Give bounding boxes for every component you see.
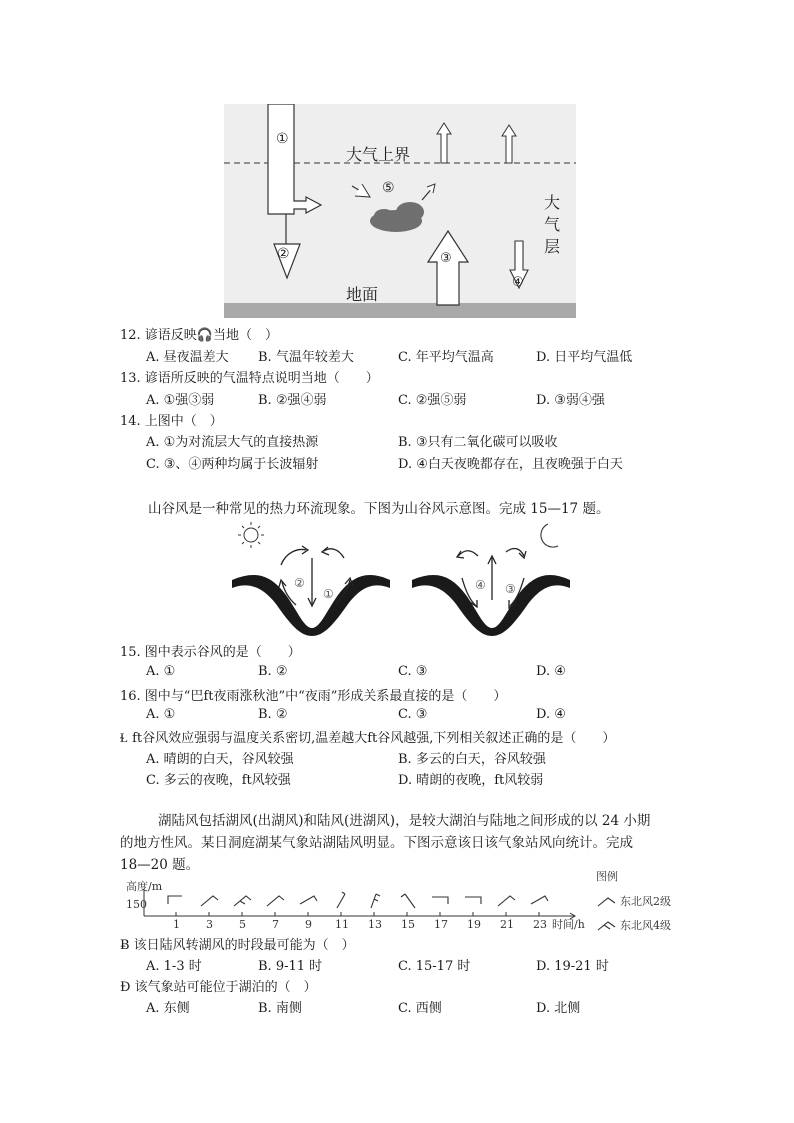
legend-barb-2 <box>598 898 615 906</box>
x-tick-label: 17 <box>434 918 448 931</box>
q14-option-b: B. ③只有二氧化碳可以吸收 <box>398 435 558 450</box>
valley-marker-1: ① <box>323 587 334 601</box>
wind-barb <box>337 892 345 908</box>
question-15-stem: 15. 图中表示谷风的是（ ） <box>120 645 301 660</box>
x-tick-label: 21 <box>500 918 514 931</box>
question-17-stem: Ɫ ft谷风效应强弱与温度关系密切,温差越大ft谷风越强,下列相关叙述正确的是（ ） <box>120 731 616 746</box>
wind-barb <box>201 896 218 906</box>
x-axis-ticks <box>173 912 547 931</box>
lake-wind-intro-line-1: 湖陆风包括湖风(出湖风)和陆风(进湖风)，是较大湖泊与陆地之间形成的以 24 小期 <box>158 813 651 829</box>
x-tick-label: 5 <box>239 918 246 931</box>
q16-option-b: B. ② <box>258 707 288 722</box>
wind-barb <box>267 896 284 906</box>
q15-option-d: D. ④ <box>536 664 566 679</box>
marker-5: ⑤ <box>382 180 395 196</box>
x-tick-label: 7 <box>272 918 279 931</box>
q18-option-d: D. 19-21 时 <box>536 959 609 974</box>
wind-barb <box>531 896 548 904</box>
wind-barb <box>465 897 481 904</box>
x-tick-label: 15 <box>401 918 415 931</box>
wind-barb <box>371 894 380 908</box>
q13-option-b: B. ②强④弱 <box>258 393 327 408</box>
valley-marker-4: ④ <box>475 578 486 592</box>
q17-option-a: A. 晴朗的白天，谷风较强 <box>146 752 294 767</box>
valley-marker-3: ③ <box>505 582 516 596</box>
question-19-stem: Ð 该气象站可能位于湖泊的（ ） <box>120 980 317 995</box>
q15-option-b: B. ② <box>258 664 288 679</box>
q17-option-d: D. 晴朗的夜晚，ft风较弱 <box>398 773 544 788</box>
q14-option-a: A. ①为对流层大气的直接热源 <box>146 435 319 450</box>
marker-3: ③ <box>440 251 452 266</box>
wind-barb <box>300 896 317 904</box>
y-axis-value: 150 <box>126 898 147 911</box>
q17-option-c: C. 多云的夜晚，ft风较强 <box>146 773 291 788</box>
x-tick-label: 23 <box>533 918 547 931</box>
marker-1: ① <box>276 131 289 147</box>
q12-option-d: D. 日平均气温低 <box>536 350 633 365</box>
x-tick-label: 9 <box>305 918 312 931</box>
marker-2: ② <box>277 246 290 262</box>
question-12-stem: 12. 谚语反映🎧当地（ ） <box>120 328 278 343</box>
ground-band <box>224 303 576 318</box>
legend-barb-4 <box>598 922 615 930</box>
lake-wind-intro-line-3: 18—20 题。 <box>120 857 200 873</box>
q14-option-c: C. ③、④两种均属于长波辐射 <box>146 457 319 472</box>
q18-option-b: B. 9-11 时 <box>258 959 323 974</box>
right-valley-terrain <box>412 575 570 636</box>
question-16-stem: 16. 图中与“巴ft夜雨涨秋池”中“夜雨”形成关系最直接的是（ ） <box>120 689 507 704</box>
q12-option-a: A. 昼夜温差大 <box>146 350 229 365</box>
valley-marker-2: ② <box>294 576 305 590</box>
wind-barbs <box>168 892 548 908</box>
x-tick-label: 11 <box>335 918 349 931</box>
q12-option-b: B. 气温年较差大 <box>258 350 354 365</box>
left-valley-terrain <box>232 575 390 636</box>
q19-option-c: C. 西侧 <box>398 1001 442 1016</box>
x-tick-label: 1 <box>173 918 180 931</box>
q15-option-a: A. ① <box>146 664 176 679</box>
q18-option-c: C. 15-17 时 <box>398 959 471 974</box>
x-tick-label: 13 <box>368 918 382 931</box>
legend-label-4: 东北风4级 <box>620 919 671 932</box>
q17-option-b: B. 多云的白天，谷风较强 <box>398 752 546 767</box>
legend-title: 图例 <box>596 870 618 883</box>
sun-icon <box>238 522 264 548</box>
x-tick-label: 19 <box>467 918 481 931</box>
wind-barb <box>168 896 182 904</box>
q13-option-a: A. ①强③弱 <box>146 393 215 408</box>
atmosphere-label-2: 气 <box>544 215 561 234</box>
q16-option-a: A. ① <box>146 707 176 722</box>
q13-option-d: D. ③弱④强 <box>536 393 605 408</box>
q19-option-d: D. 北侧 <box>536 1001 581 1016</box>
wind-direction-chart <box>120 868 680 938</box>
radiation-diagram <box>224 104 576 318</box>
upper-boundary-label: 大气上界 <box>346 145 411 164</box>
atmosphere-label-3: 层 <box>544 237 561 256</box>
q16-option-c: C. ③ <box>398 707 428 722</box>
wind-barb <box>432 897 448 904</box>
x-axis-label: 时间/h <box>552 918 585 931</box>
question-14-stem: 14. 上图中（ ） <box>120 414 223 429</box>
wind-barb <box>498 896 515 906</box>
q18-option-a: A. 1-3 时 <box>146 959 202 974</box>
ground-label: 地面 <box>346 285 379 304</box>
q13-option-c: C. ②强⑤弱 <box>398 393 467 408</box>
valley-wind-diagram <box>226 520 586 640</box>
legend-label-2: 东北风2级 <box>620 895 671 908</box>
day-circulation-arrows <box>279 546 353 606</box>
question-13-stem: 13. 谚语所反映的气温特点说明当地（ ） <box>120 371 379 386</box>
q15-option-c: C. ③ <box>398 664 428 679</box>
valley-wind-intro: 山谷风是一种常见的热力环流现象。下图为山谷风示意图。完成 15—17 题。 <box>148 501 610 517</box>
y-axis-label: 高度/m <box>126 880 163 893</box>
moon-icon <box>541 524 558 547</box>
question-18-stem: Ƀ 该日陆风转湖风的时段最可能为（ ） <box>120 938 355 953</box>
q14-option-d: D. ④白天夜晚都存在，且夜晚强于白天 <box>398 457 623 472</box>
q16-option-d: D. ④ <box>536 707 566 722</box>
marker-4: ④ <box>512 275 524 290</box>
q19-option-a: A. 东侧 <box>146 1001 190 1016</box>
q12-option-c: C. 年平均气温高 <box>398 350 494 365</box>
wind-barb <box>401 894 415 908</box>
q19-option-b: B. 南侧 <box>258 1001 302 1016</box>
x-tick-label: 3 <box>206 918 213 931</box>
lake-wind-intro-line-2: 的地方性风。某日洞庭湖某气象站湖陆风明显。下图示意该日该气象站风向统计。完成 <box>120 835 633 851</box>
atmosphere-label-1: 大 <box>544 193 561 212</box>
wind-barb <box>234 896 251 906</box>
